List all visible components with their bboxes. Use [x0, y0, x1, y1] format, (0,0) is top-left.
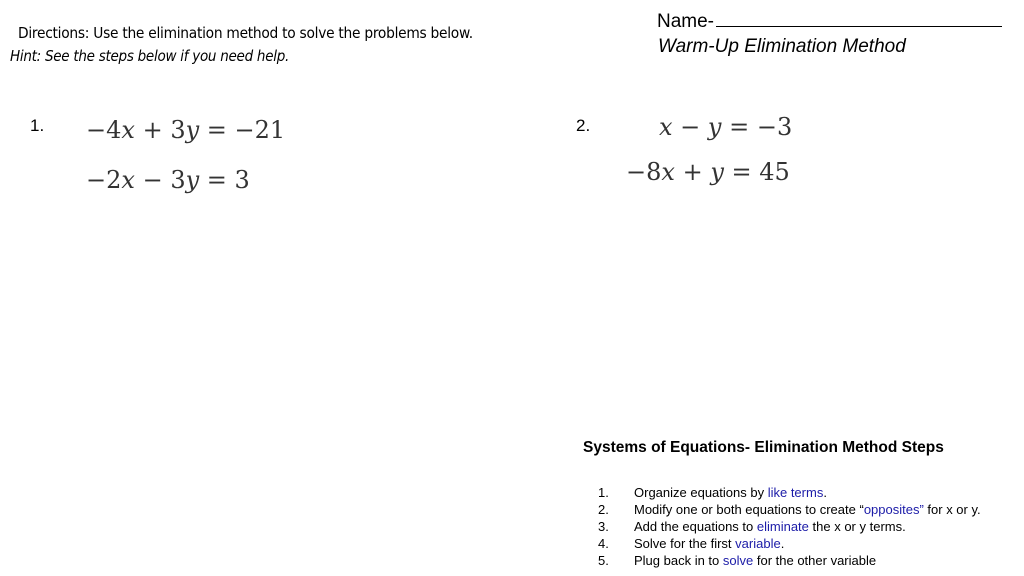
step-number: 3. [598, 519, 609, 534]
problem-1-equation-2 [86, 166, 250, 194]
directions-text: Directions: Use the elimination method to solve the problems below. [18, 24, 473, 42]
problem-1-number: 1. [30, 116, 45, 135]
step-text [634, 518, 906, 535]
step-keyword: like terms [767, 485, 824, 500]
steps-list [598, 484, 981, 569]
var-y: y [710, 158, 724, 186]
right-hand-side: = −21 [199, 116, 286, 144]
step-text-pre: Plug back in to [634, 553, 723, 568]
step-item [598, 501, 981, 518]
name-label: Name- [657, 11, 715, 32]
var-y: y [185, 166, 200, 194]
steps-title: Systems of Equations- Elimination Method Steps [583, 439, 944, 456]
coef-y: 3 [170, 166, 186, 194]
hint-text: Hint: See the steps below if you need help. [10, 47, 290, 65]
step-keyword: eliminate [756, 519, 809, 534]
step-text-pre: Modify one or both equations to create “ [634, 502, 864, 517]
name-blank-line[interactable] [716, 25, 1002, 27]
step-item [598, 518, 981, 535]
step-text [634, 552, 876, 569]
coef-x: −4 [86, 116, 122, 144]
var-x: x [121, 166, 135, 194]
worksheet-subtitle: Warm-Up Elimination Method [658, 36, 906, 57]
step-number: 5. [598, 553, 609, 568]
step-text-pre: Solve for the first [634, 536, 736, 551]
step-text-pre: Organize equations by [634, 485, 768, 500]
problem-1-equation-1 [86, 116, 285, 144]
step-text-post: . [823, 485, 827, 500]
var-x: x [661, 158, 675, 186]
step-keyword: opposites” [863, 502, 924, 517]
step-item [598, 484, 981, 501]
step-number: 1. [598, 485, 609, 500]
step-keyword: variable [735, 536, 781, 551]
step-item [598, 552, 981, 569]
step-text-post: . [780, 536, 785, 551]
var-y: y [707, 113, 722, 141]
step-text [634, 535, 784, 552]
right-hand-side: = −3 [721, 113, 793, 141]
step-text-post: for x or y. [923, 502, 981, 517]
coef-x: −8 [626, 158, 662, 186]
operator: + [674, 158, 711, 186]
step-keyword: solve [722, 553, 754, 568]
problem-2-equation-2 [626, 158, 790, 186]
var-y: y [185, 116, 200, 144]
coef-x: −2 [86, 166, 122, 194]
step-text-post: for the other variable [753, 553, 877, 568]
operator: − [134, 166, 171, 194]
operator: − [672, 113, 708, 141]
step-number: 4. [598, 536, 609, 551]
problem-2-equation-1 [659, 113, 792, 141]
right-hand-side: = 3 [199, 166, 250, 194]
var-x: x [121, 116, 135, 144]
step-text-post: the x or y terms. [808, 519, 906, 534]
var-x: x [659, 113, 673, 141]
right-hand-side: = 45 [723, 158, 790, 186]
step-text [634, 484, 827, 501]
operator: + [134, 116, 171, 144]
step-number: 2. [598, 502, 609, 517]
coef-y: 3 [170, 116, 186, 144]
name-field[interactable] [657, 11, 1002, 33]
step-text-pre: Add the equations to [634, 519, 757, 534]
step-item [598, 535, 981, 552]
step-text [634, 501, 981, 518]
problem-2-number: 2. [576, 116, 591, 135]
